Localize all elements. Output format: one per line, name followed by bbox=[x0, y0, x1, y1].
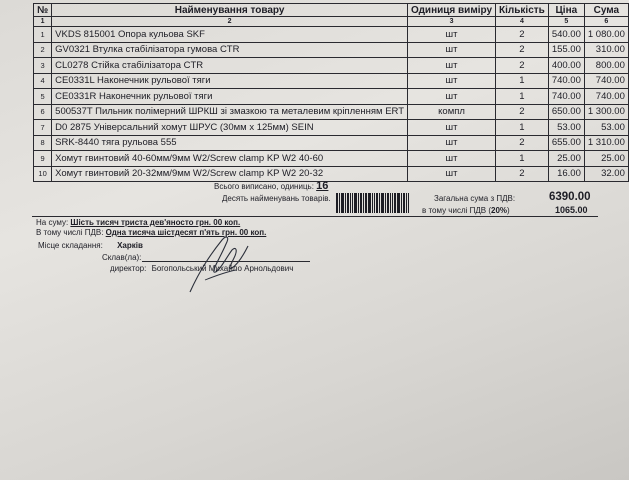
item-price: 25.00 bbox=[548, 151, 584, 167]
item-sum: 1 300.00 bbox=[584, 104, 628, 120]
item-sum: 53.00 bbox=[584, 120, 628, 136]
vat-label: в тому числі ПДВ ( bbox=[422, 206, 492, 215]
item-unit: шт bbox=[408, 151, 496, 167]
item-name: CE0331R Наконечник рульової тяги bbox=[52, 89, 408, 105]
sum-words-text: Шість тисяч триста дев'яносто грн. 00 коп. bbox=[70, 218, 241, 227]
item-name: VKDS 815001 Опора кульова SKF bbox=[52, 27, 408, 43]
director-label: директор: bbox=[110, 264, 147, 273]
place-value: Харків bbox=[117, 241, 143, 250]
row-num: 8 bbox=[34, 135, 52, 151]
item-sum: 1 080.00 bbox=[584, 27, 628, 43]
director-name: Богопольський Михайло Арнольдович bbox=[151, 264, 294, 273]
item-qty: 1 bbox=[496, 73, 549, 89]
item-qty: 2 bbox=[496, 42, 549, 58]
table-row bbox=[34, 166, 629, 182]
item-sum: 32.00 bbox=[584, 166, 628, 182]
item-unit: шт bbox=[408, 73, 496, 89]
vat-line bbox=[422, 206, 510, 215]
place-line bbox=[38, 241, 143, 250]
vat-words-text: Одна тисяча шістдесят п'ять грн. 00 коп. bbox=[105, 228, 267, 237]
column-number-row bbox=[34, 17, 629, 27]
table-row bbox=[34, 135, 629, 151]
table-row bbox=[34, 104, 629, 120]
item-name: 500537T Пильник полімерний ШРКШ зі змазкою та металевим кріпленням ERT bbox=[52, 104, 408, 120]
item-name: SRK-8440 тяга рульова 555 bbox=[52, 135, 408, 151]
item-unit: шт bbox=[408, 89, 496, 105]
item-qty: 1 bbox=[496, 151, 549, 167]
row-num: 6 bbox=[34, 104, 52, 120]
row-num: 5 bbox=[34, 89, 52, 105]
col-number: 2 bbox=[52, 17, 408, 27]
row-num: 9 bbox=[34, 151, 52, 167]
header-unit: Одиниця виміру bbox=[408, 4, 496, 17]
header-sum: Сума bbox=[584, 4, 628, 17]
item-name: CE0331L Наконечник рульової тяги bbox=[52, 73, 408, 89]
item-name: D0 2875 Універсальний хомут ШРУС (30мм х 125мм) SEIN bbox=[52, 120, 408, 136]
item-unit: шт bbox=[408, 58, 496, 74]
col-number: 4 bbox=[496, 17, 549, 27]
written-value: 16 bbox=[316, 180, 329, 192]
header-qty: Кількість bbox=[496, 4, 549, 17]
item-name: Хомут гвинтовий 40-60мм/9мм W2/Screw clamp KP W2 40-60 bbox=[52, 151, 408, 167]
item-qty: 1 bbox=[496, 89, 549, 105]
item-unit: шт bbox=[408, 135, 496, 151]
item-price: 740.00 bbox=[548, 73, 584, 89]
item-qty: 2 bbox=[496, 166, 549, 182]
row-num: 4 bbox=[34, 73, 52, 89]
vat-words-label: В тому числі ПДВ: bbox=[36, 228, 104, 237]
item-unit: шт bbox=[408, 166, 496, 182]
items-table bbox=[33, 3, 629, 182]
grand-total-label: Загальна сума з ПДВ: bbox=[434, 194, 516, 203]
item-name: CL0278 Стійка стабілізатора CTR bbox=[52, 58, 408, 74]
table-row bbox=[34, 73, 629, 89]
header-name: Найменування товару bbox=[52, 4, 408, 17]
row-num: 10 bbox=[34, 166, 52, 182]
item-unit: шт bbox=[408, 27, 496, 43]
vat-rate: 20% bbox=[491, 206, 508, 215]
vat-in-words-line bbox=[36, 228, 266, 237]
row-num: 2 bbox=[34, 42, 52, 58]
grand-total-value: 6390.00 bbox=[549, 191, 591, 203]
row-num: 1 bbox=[34, 27, 52, 43]
divider bbox=[32, 216, 598, 217]
col-number: 6 bbox=[584, 17, 628, 27]
item-price: 400.00 bbox=[548, 58, 584, 74]
sum-in-words-line bbox=[36, 218, 240, 227]
item-qty: 2 bbox=[496, 27, 549, 43]
item-sum: 1 310.00 bbox=[584, 135, 628, 151]
row-num: 7 bbox=[34, 120, 52, 136]
table-row bbox=[34, 89, 629, 105]
director-line bbox=[110, 264, 293, 273]
barcode bbox=[336, 193, 418, 213]
table-row bbox=[34, 58, 629, 74]
table-row bbox=[34, 42, 629, 58]
col-number: 1 bbox=[34, 17, 52, 27]
item-price: 650.00 bbox=[548, 104, 584, 120]
item-price: 16.00 bbox=[548, 166, 584, 182]
items-body bbox=[34, 27, 629, 182]
item-qty: 2 bbox=[496, 135, 549, 151]
item-sum: 25.00 bbox=[584, 151, 628, 167]
item-sum: 310.00 bbox=[584, 42, 628, 58]
item-qty: 2 bbox=[496, 104, 549, 120]
vat-label-end: ) bbox=[507, 206, 510, 215]
header-num: № bbox=[34, 4, 52, 17]
item-sum: 740.00 bbox=[584, 73, 628, 89]
written-total-line bbox=[214, 180, 328, 192]
item-qty: 1 bbox=[496, 120, 549, 136]
item-sum: 740.00 bbox=[584, 89, 628, 105]
table-row bbox=[34, 120, 629, 136]
item-sum: 800.00 bbox=[584, 58, 628, 74]
item-price: 540.00 bbox=[548, 27, 584, 43]
item-price: 155.00 bbox=[548, 42, 584, 58]
header-price: Ціна bbox=[548, 4, 584, 17]
written-label: Всього виписано, одиниць: bbox=[214, 182, 314, 191]
item-unit: шт bbox=[408, 42, 496, 58]
col-number: 5 bbox=[548, 17, 584, 27]
composed-label: Склав(ла): bbox=[102, 253, 142, 262]
items-count-text: Десять найменувань товарів. bbox=[222, 194, 331, 203]
table-row bbox=[34, 151, 629, 167]
item-price: 740.00 bbox=[548, 89, 584, 105]
table-row bbox=[34, 27, 629, 43]
sum-words-label: На суму: bbox=[36, 218, 69, 227]
item-qty: 2 bbox=[496, 58, 549, 74]
item-price: 53.00 bbox=[548, 120, 584, 136]
item-price: 655.00 bbox=[548, 135, 584, 151]
item-unit: шт bbox=[408, 120, 496, 136]
item-name: Хомут гвинтовий 20-32мм/9мм W2/Screw clamp KP W2 20-32 bbox=[52, 166, 408, 182]
table-header-row bbox=[34, 4, 629, 17]
place-label: Місце складання: bbox=[38, 241, 103, 250]
item-unit: компл bbox=[408, 104, 496, 120]
row-num: 3 bbox=[34, 58, 52, 74]
item-name: GV0321 Втулка стабілізатора гумова CTR bbox=[52, 42, 408, 58]
col-number: 3 bbox=[408, 17, 496, 27]
composed-signature-line bbox=[142, 261, 310, 262]
vat-value: 1065.00 bbox=[555, 205, 588, 215]
